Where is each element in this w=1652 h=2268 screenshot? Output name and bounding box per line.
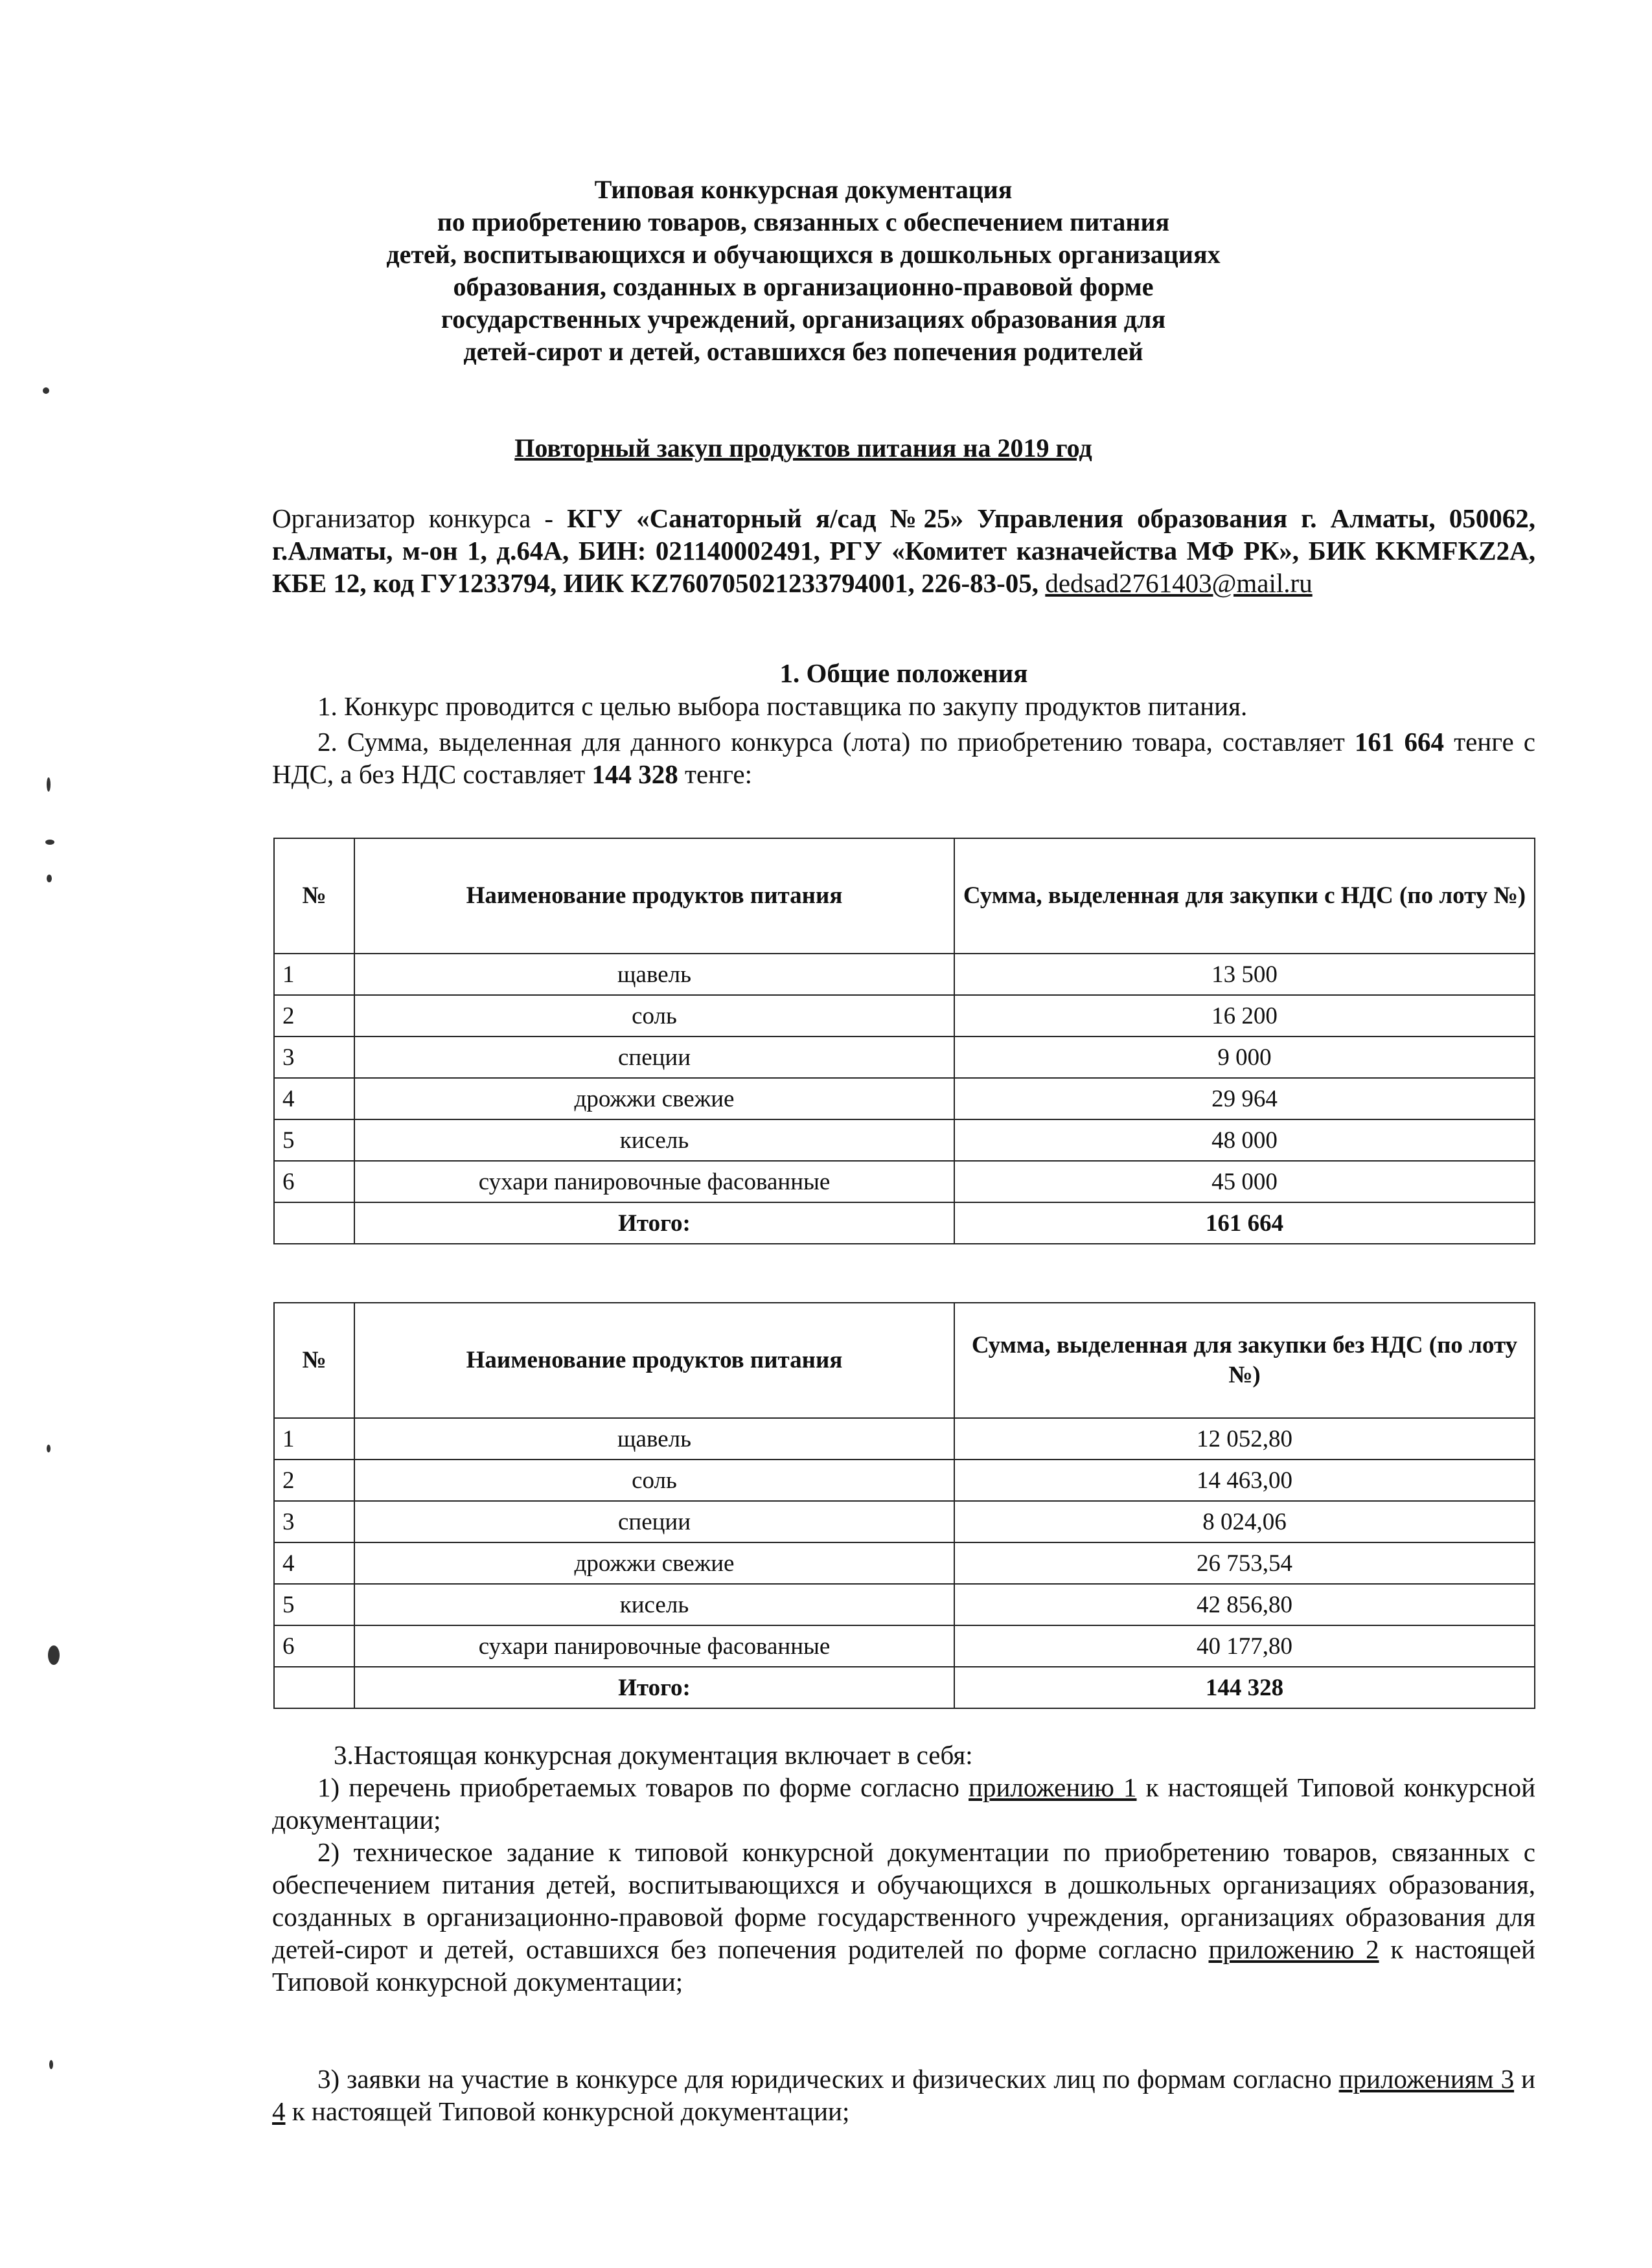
organizer-prefix: Организатор конкурса - xyxy=(272,503,568,533)
row-number: 6 xyxy=(274,1161,354,1202)
appendix-4-link[interactable]: 4 xyxy=(272,2096,286,2126)
row-number: 5 xyxy=(274,1584,354,1625)
item2-text-end: к настоящей Типовой конкурсной документации; xyxy=(272,1934,1535,1997)
scan-speck xyxy=(45,840,54,845)
table-row xyxy=(274,1078,1535,1119)
total-value: 144 328 xyxy=(954,1667,1535,1708)
scan-speck xyxy=(49,2060,53,2069)
table-header-row xyxy=(274,838,1535,954)
product-sum: 14 463,00 xyxy=(954,1460,1535,1501)
scan-speck xyxy=(47,1445,51,1452)
total-value: 161 664 xyxy=(954,1202,1535,1244)
row-number: 5 xyxy=(274,1119,354,1161)
product-name: дрожжи свежие xyxy=(354,1542,954,1584)
item2-text: 2) техническое задание к типовой конкурсной документации по приобретению товаров, связанных с обеспечением питания детей, воспитывающихся и обучающихся в дошкольных организациях образования, созданных в организационно-правовой форме государственного учреждения, организациях образования для детей-сирот и детей, оставшихся без попечения родителей по форме согласно xyxy=(272,1837,1535,1964)
item3-text-end: к настоящей Типовой конкурсной документации; xyxy=(285,2096,850,2126)
table-row xyxy=(274,1584,1535,1625)
scan-speck xyxy=(43,387,49,394)
product-sum: 12 052,80 xyxy=(954,1418,1535,1460)
product-name: сухари панировочные фасованные xyxy=(354,1161,954,1202)
row-number: 1 xyxy=(274,1418,354,1460)
total-row xyxy=(274,1202,1535,1244)
product-name: соль xyxy=(354,1460,954,1501)
paragraph-3: 3.Настоящая конкурсная документация включает в себя: xyxy=(334,1740,973,1770)
product-name: дрожжи свежие xyxy=(354,1078,954,1119)
col-sum-header: Сумма, выделенная для закупки с НДС (по лоту №) xyxy=(954,838,1535,954)
row-number: 1 xyxy=(274,954,354,995)
scan-speck xyxy=(47,777,51,792)
product-sum: 9 000 xyxy=(954,1037,1535,1078)
title-line: государственных учреждений, организациях образования для xyxy=(441,304,1166,334)
p2-text-b: тенге с НДС, а без НДС составляет xyxy=(272,727,1536,789)
col-number-header: № xyxy=(274,1303,354,1418)
table-row xyxy=(274,1542,1535,1584)
list-item-3 xyxy=(272,2063,1535,2127)
title-line: образования, созданных в организационно-правовой форме xyxy=(453,272,1154,301)
product-name: кисель xyxy=(354,1584,954,1625)
sum-with-vat: 161 664 xyxy=(1354,727,1445,757)
product-sum: 29 964 xyxy=(954,1078,1535,1119)
col-sum-header: Сумма, выделенная для закупки без НДС (по лоту №) xyxy=(954,1303,1535,1418)
title-line: по приобретению товаров, связанных с обеспечением питания xyxy=(437,207,1170,236)
paragraph-2 xyxy=(272,726,1535,790)
row-number: 3 xyxy=(274,1501,354,1542)
appendix-1-link[interactable]: приложению 1 xyxy=(969,1772,1137,1802)
document-subtitle: Повторный закуп продуктов питания на 2019 год xyxy=(514,433,1092,463)
scan-speck xyxy=(48,1645,60,1665)
row-number: 4 xyxy=(274,1078,354,1119)
table-row xyxy=(274,1418,1535,1460)
table-row xyxy=(274,1037,1535,1078)
col-number-header: № xyxy=(274,838,354,954)
table-row xyxy=(274,1625,1535,1667)
document-title xyxy=(272,174,1335,368)
table-row xyxy=(274,1501,1535,1542)
section-1-heading: 1. Общие положения xyxy=(779,658,1028,688)
table-row xyxy=(274,954,1535,995)
organizer-paragraph xyxy=(272,502,1535,599)
product-sum: 45 000 xyxy=(954,1161,1535,1202)
p2-text-a: 2. Сумма, выделенная для данного конкурса (лота) по приобретению товара, составляет xyxy=(317,727,1355,757)
product-name: специи xyxy=(354,1501,954,1542)
product-sum: 26 753,54 xyxy=(954,1542,1535,1584)
row-number: 2 xyxy=(274,1460,354,1501)
product-sum: 42 856,80 xyxy=(954,1584,1535,1625)
product-sum: 8 024,06 xyxy=(954,1501,1535,1542)
product-name: щавель xyxy=(354,954,954,995)
table-row xyxy=(274,1161,1535,1202)
product-sum: 40 177,80 xyxy=(954,1625,1535,1667)
table-row xyxy=(274,995,1535,1037)
product-name: соль xyxy=(354,995,954,1037)
total-label: Итого: xyxy=(354,1667,954,1708)
sum-without-vat: 144 328 xyxy=(591,759,678,789)
organizer-details: КГУ «Санаторный я/сад №25» Управления образования г. Алматы, 050062, г.Алматы, м-он 1, д.64А, БИН: 021140002491, РГУ «Комитет казначейства МФ РК», БИК KKMFKZ2A, КБЕ 12, код ГУ1233794, ИИК KZ760705021233794001, 226-83-05, xyxy=(272,503,1535,598)
row-number: 2 xyxy=(274,995,354,1037)
item1-text: 1) перечень приобретаемых товаров по форме согласно xyxy=(317,1772,969,1802)
paragraph-1: 1. Конкурс проводится с целью выбора поставщика по закупу продуктов питания. xyxy=(317,691,1248,721)
title-line: Типовая конкурсная документация xyxy=(594,175,1013,204)
organizer-email-link[interactable]: dedsad2761403@mail.ru xyxy=(1045,568,1313,598)
item1-text-end: к настоящей Типовой конкурсной документации; xyxy=(272,1772,1536,1835)
product-name: кисель xyxy=(354,1119,954,1161)
appendix-3-link[interactable]: приложениям 3 xyxy=(1338,2064,1515,2094)
product-name: специи xyxy=(354,1037,954,1078)
item3-text: 3) заявки на участие в конкурсе для юридических и физических лиц по формам согласно xyxy=(317,2064,1339,2094)
table-row xyxy=(274,1119,1535,1161)
table-without-vat xyxy=(273,1302,1535,1709)
table-header-row xyxy=(274,1303,1535,1418)
table-with-vat xyxy=(273,838,1535,1244)
title-line: детей, воспитывающихся и обучающихся в дошкольных организациях xyxy=(386,240,1221,269)
product-name: сухари панировочные фасованные xyxy=(354,1625,954,1667)
scan-speck xyxy=(47,875,52,882)
row-number: 4 xyxy=(274,1542,354,1584)
total-row xyxy=(274,1667,1535,1708)
list-item-2 xyxy=(272,1836,1535,1998)
total-label: Итого: xyxy=(354,1202,954,1244)
product-sum: 16 200 xyxy=(954,995,1535,1037)
product-sum: 13 500 xyxy=(954,954,1535,995)
col-name-header: Наименование продуктов питания xyxy=(354,1303,954,1418)
product-sum: 48 000 xyxy=(954,1119,1535,1161)
appendix-2-link[interactable]: приложению 2 xyxy=(1208,1934,1379,1964)
p2-text-c: тенге: xyxy=(678,759,752,789)
row-number: 6 xyxy=(274,1625,354,1667)
title-line: детей-сирот и детей, оставшихся без попечения родителей xyxy=(463,337,1143,366)
table-row xyxy=(274,1460,1535,1501)
item3-and: и xyxy=(1514,2064,1535,2094)
product-name: щавель xyxy=(354,1418,954,1460)
col-name-header: Наименование продуктов питания xyxy=(354,838,954,954)
row-number: 3 xyxy=(274,1037,354,1078)
list-item-1 xyxy=(272,1771,1535,1836)
